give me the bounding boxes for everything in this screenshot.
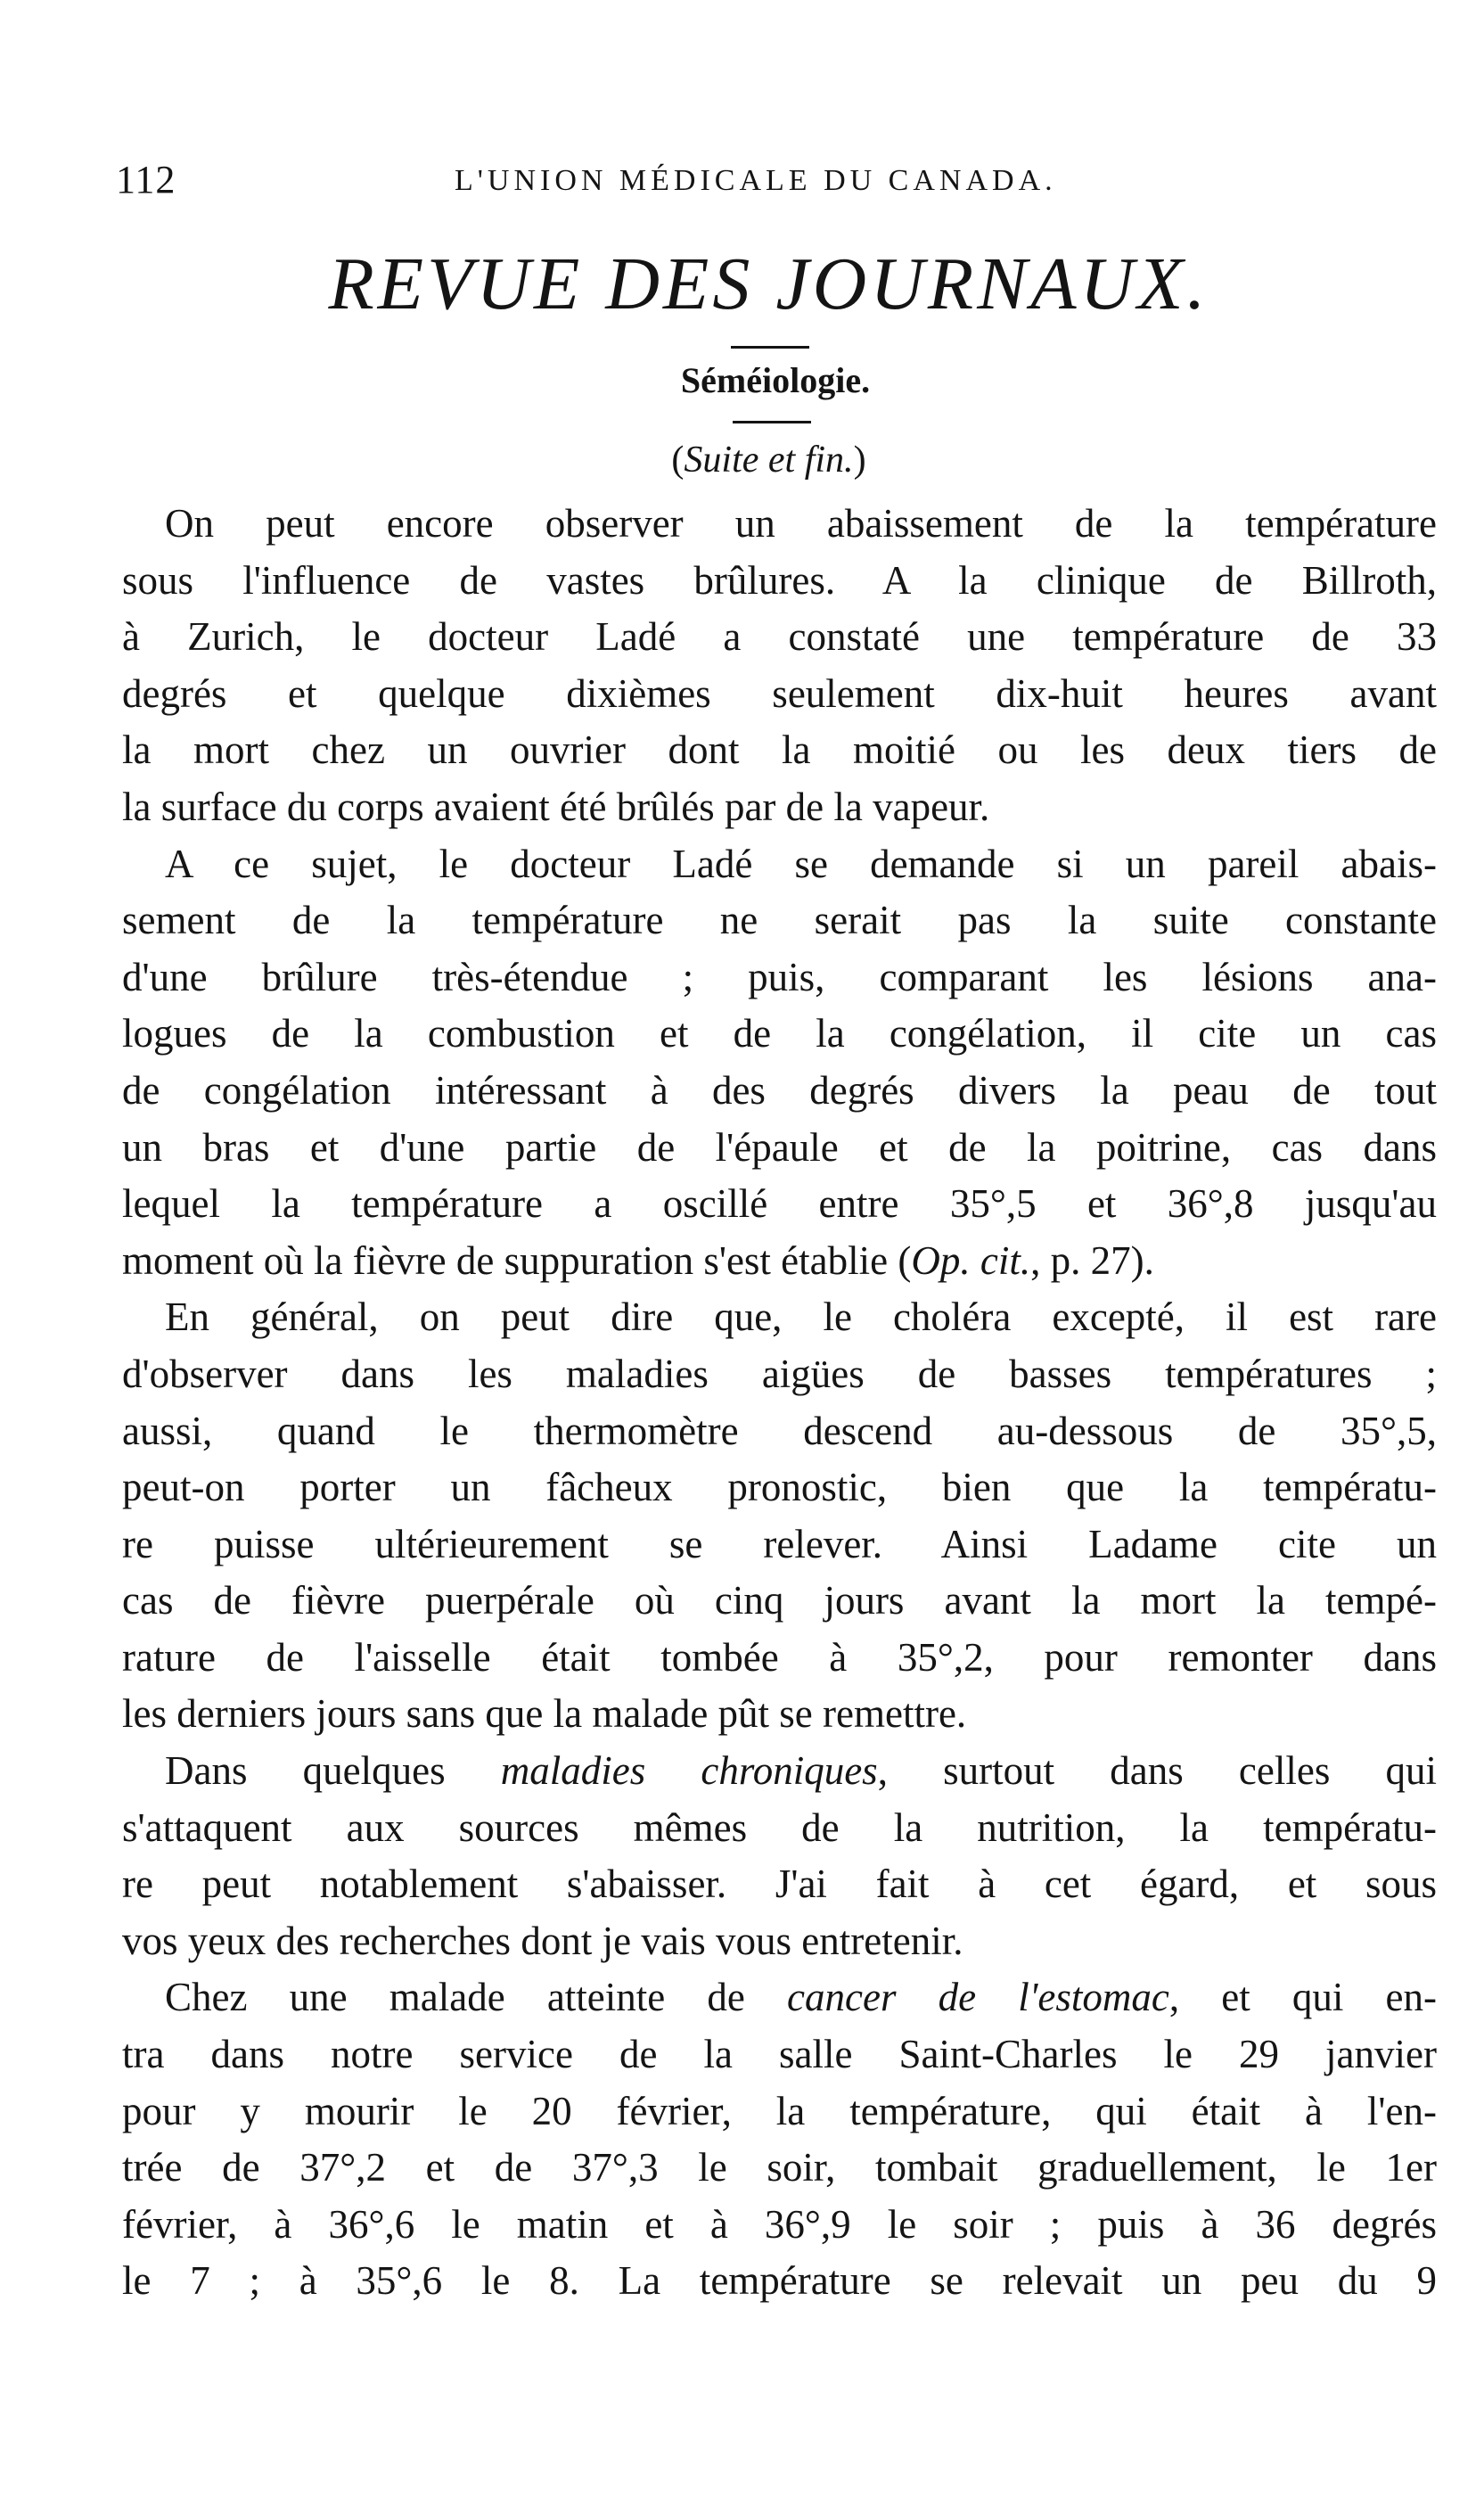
text-line (122, 553, 1437, 610)
text-line (122, 1516, 1437, 1574)
text-run: s'attaquent aux sources mêmes de la nutrition, la températu- (122, 1804, 1437, 1850)
text-line (122, 1630, 1437, 1687)
text-run: tra dans notre service de la salle Saint-Charles le 29 janvier (122, 2032, 1437, 2077)
text-line (122, 2197, 1437, 2254)
text-run: vos yeux des recherches dont je vais vous entretenir. (122, 1918, 963, 1963)
text-run: de congélation intéressant à des degrés divers la peau de tout (122, 1067, 1437, 1113)
text-line (122, 836, 1437, 893)
text-line (122, 892, 1437, 949)
text-run: , et qui en- (1168, 1975, 1438, 2020)
text-run: cas de fièvre puerpérale où cinq jours avant la mort la tempé- (122, 1578, 1437, 1623)
continuation-open-paren: ( (671, 440, 685, 481)
text-run: , p. 27). (1030, 1237, 1154, 1283)
body-text (122, 496, 1437, 2310)
text-line (122, 722, 1437, 779)
text-line (122, 1403, 1437, 1460)
text-line (122, 1856, 1437, 1913)
text-line (122, 1120, 1437, 1177)
italic-text: cancer de l'estomac (787, 1975, 1169, 2020)
text-line (122, 2026, 1437, 2084)
text-run: A ce sujet, le docteur Ladé se demande si un pareil abais- (165, 841, 1437, 886)
text-line (122, 1346, 1437, 1403)
text-run: sous l'influence de vastes brûlures. A la clinique de Billroth, (122, 557, 1437, 603)
text-line (122, 1233, 1437, 1290)
text-line (122, 949, 1437, 1007)
text-run: sement de la température ne serait pas la suite constante (122, 898, 1437, 943)
text-run: On peut encore observer un abaissement de la température (165, 501, 1437, 546)
text-line (122, 609, 1437, 666)
text-run: lequel la température a oscillé entre 35°,5 et 36°,8 jusqu'au (122, 1181, 1437, 1227)
text-run: degrés et quelque dixièmes seulement dix-huit heures avant (122, 670, 1437, 716)
text-run: la mort chez un ouvrier dont la moitié ou les deux tiers de (122, 727, 1437, 773)
text-run: d'observer dans les maladies aigües de basses températures ; (122, 1351, 1437, 1396)
italic-text: Op. cit. (911, 1237, 1031, 1283)
text-line (122, 496, 1437, 553)
divider-rule (731, 346, 809, 349)
text-line (122, 1176, 1437, 1233)
text-line (122, 1573, 1437, 1630)
text-line (122, 1743, 1437, 1800)
text-run: Chez une malade atteinte de (165, 1975, 788, 2020)
subsection-title: Séméiologie. (680, 360, 871, 400)
text-line (122, 2084, 1437, 2141)
text-run: logues de la combustion et de la congélation, il cite un cas (122, 1011, 1437, 1056)
text-line (122, 1006, 1437, 1063)
text-run: , surtout dans celles qui (877, 1748, 1437, 1794)
text-run: peut-on porter un fâcheux pronostic, bien que la températu- (122, 1465, 1437, 1510)
text-run: rature de l'aisselle était tombée à 35°,2, pour remonter dans (122, 1634, 1437, 1680)
continuation-close-paren: ) (853, 440, 866, 481)
section-title: REVUE DES JOURNAUX. (328, 242, 1209, 325)
text-run: à Zurich, le docteur Ladé a constaté une température de 33 (122, 614, 1437, 660)
text-run: un bras et d'une partie de l'épaule et de la poitrine, cas dans (122, 1124, 1437, 1170)
italic-text: maladies chroniques (500, 1748, 878, 1794)
text-line (122, 1913, 1437, 1970)
continuation-text: Suite et fin. (684, 440, 854, 481)
text-line (122, 1969, 1437, 2026)
page-number: 112 (116, 158, 176, 201)
text-line (122, 1289, 1437, 1346)
text-line (122, 2140, 1437, 2197)
journal-title: L'UNION MÉDICALE DU CANADA. (455, 164, 1057, 197)
text-line (122, 1459, 1437, 1516)
text-line (122, 779, 1437, 836)
text-run: re puisse ultérieurement se relever. Ainsi Ladame cite un (122, 1521, 1437, 1566)
text-run: aussi, quand le thermomètre descend au-dessous de 35°,5, (122, 1408, 1437, 1453)
text-run: trée de 37°,2 et de 37°,3 le soir, tombait graduellement, le 1er (122, 2145, 1437, 2190)
text-run: février, à 36°,6 le matin et à 36°,9 le soir ; puis à 36 degrés (122, 2201, 1437, 2247)
text-run: pour y mourir le 20 février, la température, qui était à l'en- (122, 2088, 1437, 2133)
text-line (122, 1686, 1437, 1743)
continuation-note (0, 439, 1484, 481)
text-run: la surface du corps avaient été brûlés par de la vapeur. (122, 784, 990, 829)
text-run: les derniers jours sans que la malade pût se remettre. (122, 1691, 967, 1737)
text-run: moment où la fièvre de suppuration s'est établie ( (122, 1237, 912, 1283)
running-head (116, 157, 1426, 210)
text-line (122, 1800, 1437, 1857)
text-run: re peut notablement s'abaisser. J'ai fait à cet égard, et sous (122, 1862, 1437, 1907)
text-run: En général, on peut dire que, le choléra excepté, il est rare (165, 1294, 1437, 1340)
text-line (122, 1063, 1437, 1120)
text-run: le 7 ; à 35°,6 le 8. La température se relevait un peu du 9 (122, 2258, 1437, 2304)
text-run: Dans quelques (165, 1748, 501, 1794)
text-line (122, 666, 1437, 723)
text-line (122, 2253, 1437, 2310)
text-run: d'une brûlure très-étendue ; puis, comparant les lésions ana- (122, 954, 1437, 999)
divider-rule (733, 421, 811, 423)
